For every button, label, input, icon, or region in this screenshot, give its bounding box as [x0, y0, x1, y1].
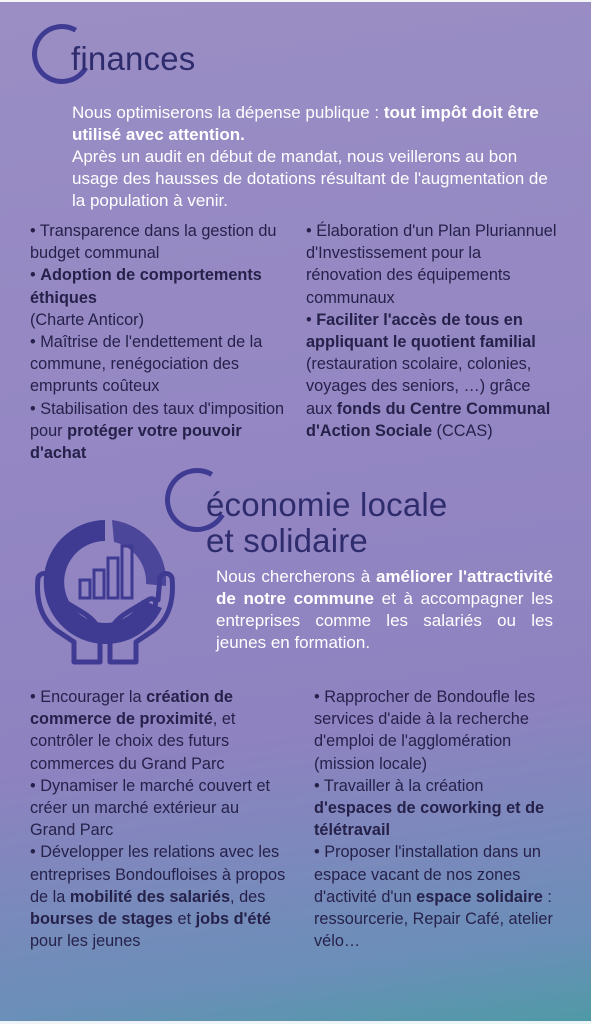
list-item-text: , des	[230, 887, 266, 906]
economie-title-line-2: et solidaire	[206, 522, 368, 559]
list-item-text: (Charte Anticor)	[30, 310, 145, 329]
list-item-bold: Adoption de comportements éthiques	[30, 266, 262, 307]
list-item	[314, 841, 560, 952]
list-item-text: • Développer les relations avec les entreprises Bondoufloises à propos de la	[30, 843, 286, 906]
list-item-bold: fonds du Centre Communal d'Action Sociale	[306, 399, 551, 440]
economie-intro-bold: améliorer l'attractivité de notre commune	[216, 567, 553, 608]
list-item: • Rapprocher de Bondoufle les services d'aide à la recherche d'emploi de l'agglomération (mission locale)	[314, 688, 536, 773]
finances-intro-text: Nous optimiserons la dépense publique :	[72, 103, 384, 122]
list-item-text: , et contrôler le choix des futurs commerces du Grand Parc	[30, 710, 236, 773]
list-item-text: • Stabilisation des taux d'imposition pour	[30, 399, 285, 440]
list-item-text: pour les jeunes	[30, 932, 141, 951]
list-item-text: • Travailler à la création	[314, 776, 484, 795]
list-item-bold: d'espaces de coworking et de télétravail	[314, 799, 545, 840]
list-item-text: et	[172, 910, 196, 929]
economie-title	[206, 487, 447, 559]
list-item-bold: création de commerce de proximité	[30, 688, 233, 729]
top-rule	[0, 0, 591, 2]
list-item-text: • Proposer l'installation dans un espace vacant de nos zones d'activité d'un	[314, 843, 541, 906]
list-item-bold: bourses de stages	[30, 910, 173, 929]
list-item-text: (restauration scolaire, colonies, voyages des seniors, …) grâce aux	[306, 355, 532, 418]
finances-intro	[72, 102, 548, 212]
economie-intro-text: Nous chercherons à	[216, 567, 376, 586]
list-item: • Dynamiser le marché couvert et créer un marché extérieur au Grand Parc	[30, 776, 271, 840]
finances-left-column	[30, 220, 286, 464]
list-item-bold: protéger votre pouvoir d'achat	[30, 421, 242, 463]
list-item-text: : ressourcerie, Repair Café, atelier vélo…	[314, 887, 553, 951]
economie-intro-text-2: et à accompagner les entreprises comme les salariés ou les jeunes en formation.	[216, 589, 553, 652]
list-item: • Faciliter l'accès de tous en appliquant le quotient familial (restauration scolaire, colonies, voyages des seniors, …) grâce aux fonds du Centre Communal d'Action Sociale (CCAS)	[306, 310, 551, 440]
list-item: • Adoption de comportements éthiques (Charte Anticor)	[30, 266, 262, 329]
finances-title: finances	[71, 40, 196, 77]
economie-title-line-1: économie locale	[206, 486, 448, 523]
economie-right-column	[314, 686, 560, 952]
list-item	[30, 398, 286, 465]
list-item: • Élaboration d'un Plan Pluriannuel d'Investissement pour la rénovation des équipements communaux	[306, 222, 557, 307]
list-item: • Transparence dans la gestion du budget communal	[30, 222, 277, 263]
list-item: • Maîtrise de l'endettement de la commune, renégociation des emprunts coûteux	[30, 333, 263, 396]
list-item	[314, 775, 560, 842]
list-item-text: • Encourager la	[30, 688, 147, 706]
economie-left-column	[30, 686, 288, 952]
list-item	[30, 841, 288, 952]
list-item	[30, 686, 288, 775]
finances-right-column	[306, 220, 560, 442]
list-item-bold: jobs d'été	[195, 910, 271, 929]
economie-intro	[216, 566, 553, 654]
finances-intro-bold: tout impôt doit être utilisé avec attention.	[72, 103, 539, 144]
list-item-bold: espace solidaire	[416, 887, 543, 906]
hands-holding-chart-icon	[30, 508, 180, 668]
list-item-bold: Faciliter l'accès de tous en appliquant le quotient familial	[306, 310, 536, 352]
list-item-text: (CCAS)	[432, 421, 493, 440]
finances-intro-text-2: Après un audit en début de mandat, nous veillerons au bon usage des hausses de dotations résultant de l'augmentation de la population à venir.	[72, 147, 548, 210]
list-item-bold: mobilité des salariés	[69, 887, 231, 906]
